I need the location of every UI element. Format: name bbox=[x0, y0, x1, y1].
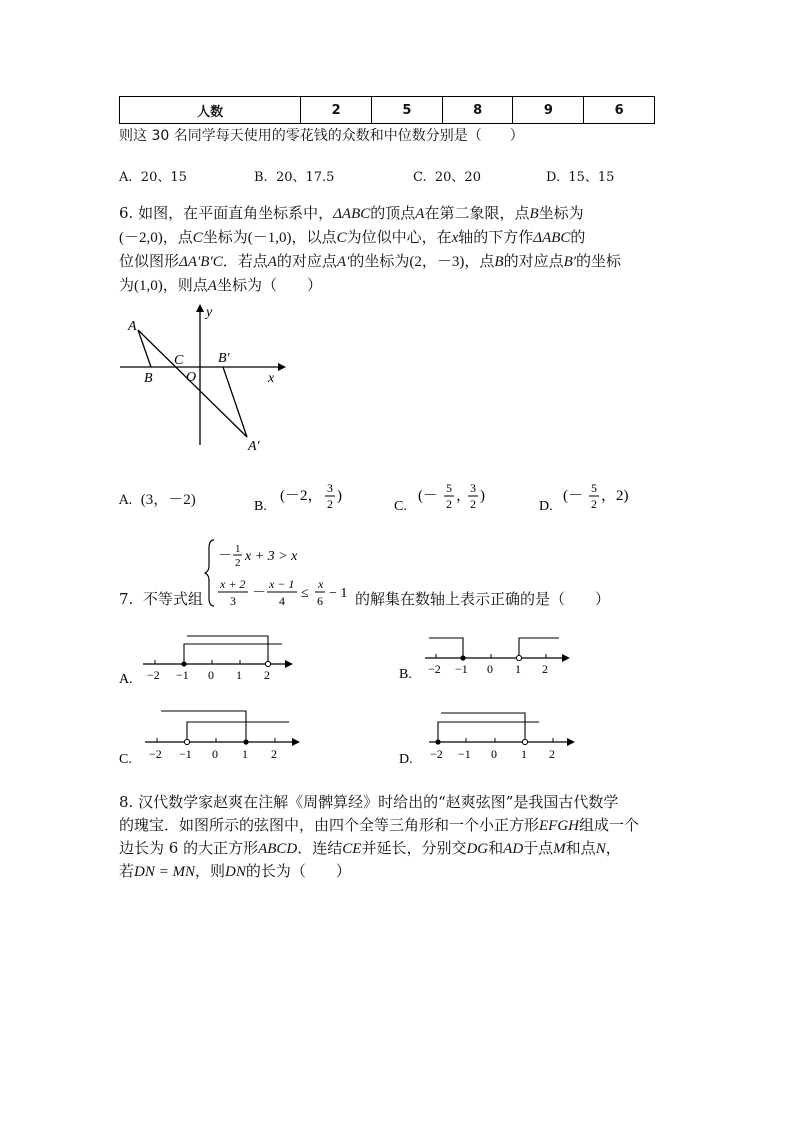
svg-text:x − 1: x − 1 bbox=[269, 577, 295, 591]
table-row bbox=[120, 97, 655, 124]
svg-text:B.: B. bbox=[254, 499, 267, 514]
svg-text:2: 2 bbox=[446, 497, 452, 511]
svg-text:−2: −2 bbox=[149, 747, 162, 761]
arrow-icon bbox=[285, 660, 293, 668]
q8-line-3: 边长为 6 的大正方形ABCD．连结CE并延长，分别交DG和AD于点M和点N， bbox=[119, 839, 621, 857]
q7-option-c bbox=[119, 705, 309, 767]
table-cell: 5 bbox=[372, 97, 443, 124]
svg-text:5: 5 bbox=[446, 481, 452, 495]
x-axis-arrow bbox=[278, 363, 286, 371]
q6-option-c bbox=[394, 478, 504, 518]
svg-text:−1: −1 bbox=[179, 747, 192, 761]
svg-text:(－: (－ bbox=[563, 488, 583, 504]
label-c: C bbox=[174, 353, 184, 368]
svg-text:C.: C. bbox=[394, 499, 407, 514]
q6-line-4: 为(1,0)，则点A坐标为（ ） bbox=[119, 276, 322, 294]
svg-text:0: 0 bbox=[208, 668, 214, 682]
q7-option-b bbox=[399, 628, 589, 688]
label-a: A bbox=[128, 319, 137, 334]
q5-option-d: D. 15、15 bbox=[546, 170, 615, 185]
table-cell: 6 bbox=[584, 97, 655, 124]
svg-text:2: 2 bbox=[549, 747, 555, 761]
svg-text:−1: −1 bbox=[458, 747, 471, 761]
table-cell: 2 bbox=[301, 97, 372, 124]
segment-bprime-aprime bbox=[223, 367, 247, 437]
q6-line-3: 位似图形ΔA′B′C．若点A的对应点A′的坐标为(2，－3)，点B的对应点B′的坐标 bbox=[119, 252, 622, 270]
q8-line-4: 若DN = MN，则DN的长为（ ） bbox=[119, 862, 351, 880]
svg-text:≤: ≤ bbox=[301, 586, 309, 601]
table-header-cell: 人数 bbox=[120, 97, 301, 124]
svg-text:3: 3 bbox=[470, 481, 476, 495]
q5-option-a: A. 20、15 bbox=[119, 170, 187, 185]
svg-text:，: ， bbox=[456, 488, 472, 504]
svg-text:−1: −1 bbox=[455, 662, 468, 676]
label-b-prime: B′ bbox=[218, 351, 230, 366]
q5-option-c: C. 20、20 bbox=[413, 170, 481, 185]
svg-text:2: 2 bbox=[271, 747, 277, 761]
q6-coordinate-figure bbox=[110, 300, 300, 460]
q7-prefix: 7. 不等式组 bbox=[119, 590, 203, 608]
label-y: y bbox=[206, 305, 213, 320]
svg-text:1: 1 bbox=[521, 747, 527, 761]
q6-line-1: 6. 如图，在平面直角坐标系中，ΔABC的顶点A在第二象限，点B坐标为 bbox=[119, 204, 584, 222]
brace-icon bbox=[205, 540, 214, 606]
svg-text:): ) bbox=[337, 488, 342, 504]
svg-text:A.: A. bbox=[119, 672, 133, 687]
svg-text:2: 2 bbox=[327, 497, 333, 511]
svg-text:−2: −2 bbox=[428, 662, 441, 676]
svg-text:2: 2 bbox=[591, 497, 597, 511]
label-a-prime: A′ bbox=[248, 439, 260, 454]
svg-text:(－: (－ bbox=[418, 488, 438, 504]
q6-line-2: (－2,0)，点C坐标为(－1,0)，以点C为位似中心，在x轴的下方作ΔABC的 bbox=[119, 228, 586, 246]
svg-text:0: 0 bbox=[487, 662, 493, 676]
svg-text:1: 1 bbox=[235, 543, 241, 555]
label-x: x bbox=[268, 371, 275, 386]
svg-text:0: 0 bbox=[212, 747, 218, 761]
q7-inequality-system bbox=[204, 538, 356, 608]
svg-text:x: x bbox=[318, 577, 324, 591]
label-b: B bbox=[144, 371, 153, 386]
q8-line-1: 8. 汉代数学家赵爽在注解《周髀算经》时给出的“赵爽弦图”是我国古代数学 bbox=[119, 793, 619, 811]
table-cell: 9 bbox=[513, 97, 584, 124]
q8-line-2: 的瑰宝．如图所示的弦图中，由四个全等三角形和一个小正方形EFGH组成一个 bbox=[119, 816, 640, 834]
svg-text:4: 4 bbox=[279, 594, 285, 608]
svg-text:1: 1 bbox=[515, 662, 521, 676]
svg-text:−2: −2 bbox=[147, 668, 160, 682]
svg-text:0: 0 bbox=[491, 747, 497, 761]
svg-text:1: 1 bbox=[236, 668, 242, 682]
svg-text:(－2，: (－2， bbox=[280, 488, 323, 504]
svg-text:2: 2 bbox=[264, 668, 270, 682]
svg-text:，2): ，2) bbox=[601, 488, 629, 504]
arrow-icon bbox=[562, 654, 570, 662]
arrow-icon bbox=[567, 738, 575, 746]
svg-text:−1: −1 bbox=[176, 668, 189, 682]
svg-text:－: － bbox=[218, 549, 232, 564]
svg-text:1: 1 bbox=[242, 747, 248, 761]
svg-text:C.: C. bbox=[119, 752, 132, 767]
y-axis-arrow bbox=[196, 304, 204, 312]
svg-text:3: 3 bbox=[230, 594, 236, 608]
q7-option-d bbox=[399, 705, 589, 767]
svg-text:－: － bbox=[252, 586, 266, 601]
svg-text:x + 2: x + 2 bbox=[220, 577, 246, 591]
svg-text:B.: B. bbox=[399, 667, 412, 682]
q6-option-b bbox=[254, 478, 364, 518]
frequency-table bbox=[119, 96, 655, 124]
svg-text:2: 2 bbox=[235, 557, 241, 569]
label-o: O bbox=[186, 370, 197, 385]
svg-text:− 1: − 1 bbox=[329, 586, 348, 601]
q5-option-b: B. 20、17.5 bbox=[254, 170, 335, 185]
table-cell: 8 bbox=[442, 97, 513, 124]
q6-option-a: A. (3，－2) bbox=[119, 492, 196, 508]
arrow-icon bbox=[292, 738, 300, 746]
svg-text:D.: D. bbox=[539, 499, 553, 514]
svg-text:): ) bbox=[480, 488, 485, 504]
q6-option-d bbox=[539, 478, 649, 518]
svg-text:D.: D. bbox=[399, 752, 413, 767]
q5-stem: 则这 30 名同学每天使用的零花钱的众数和中位数分别是（ ） bbox=[119, 128, 524, 144]
q7-suffix: 的解集在数轴上表示正确的是（ ） bbox=[355, 590, 611, 608]
svg-text:x + 3 > x: x + 3 > x bbox=[245, 549, 298, 564]
svg-text:5: 5 bbox=[591, 481, 597, 495]
q7-option-a bbox=[119, 628, 309, 688]
svg-text:3: 3 bbox=[327, 481, 333, 495]
svg-text:6: 6 bbox=[317, 594, 323, 608]
svg-text:2: 2 bbox=[542, 662, 548, 676]
svg-text:2: 2 bbox=[470, 497, 476, 511]
svg-text:−2: −2 bbox=[430, 747, 443, 761]
